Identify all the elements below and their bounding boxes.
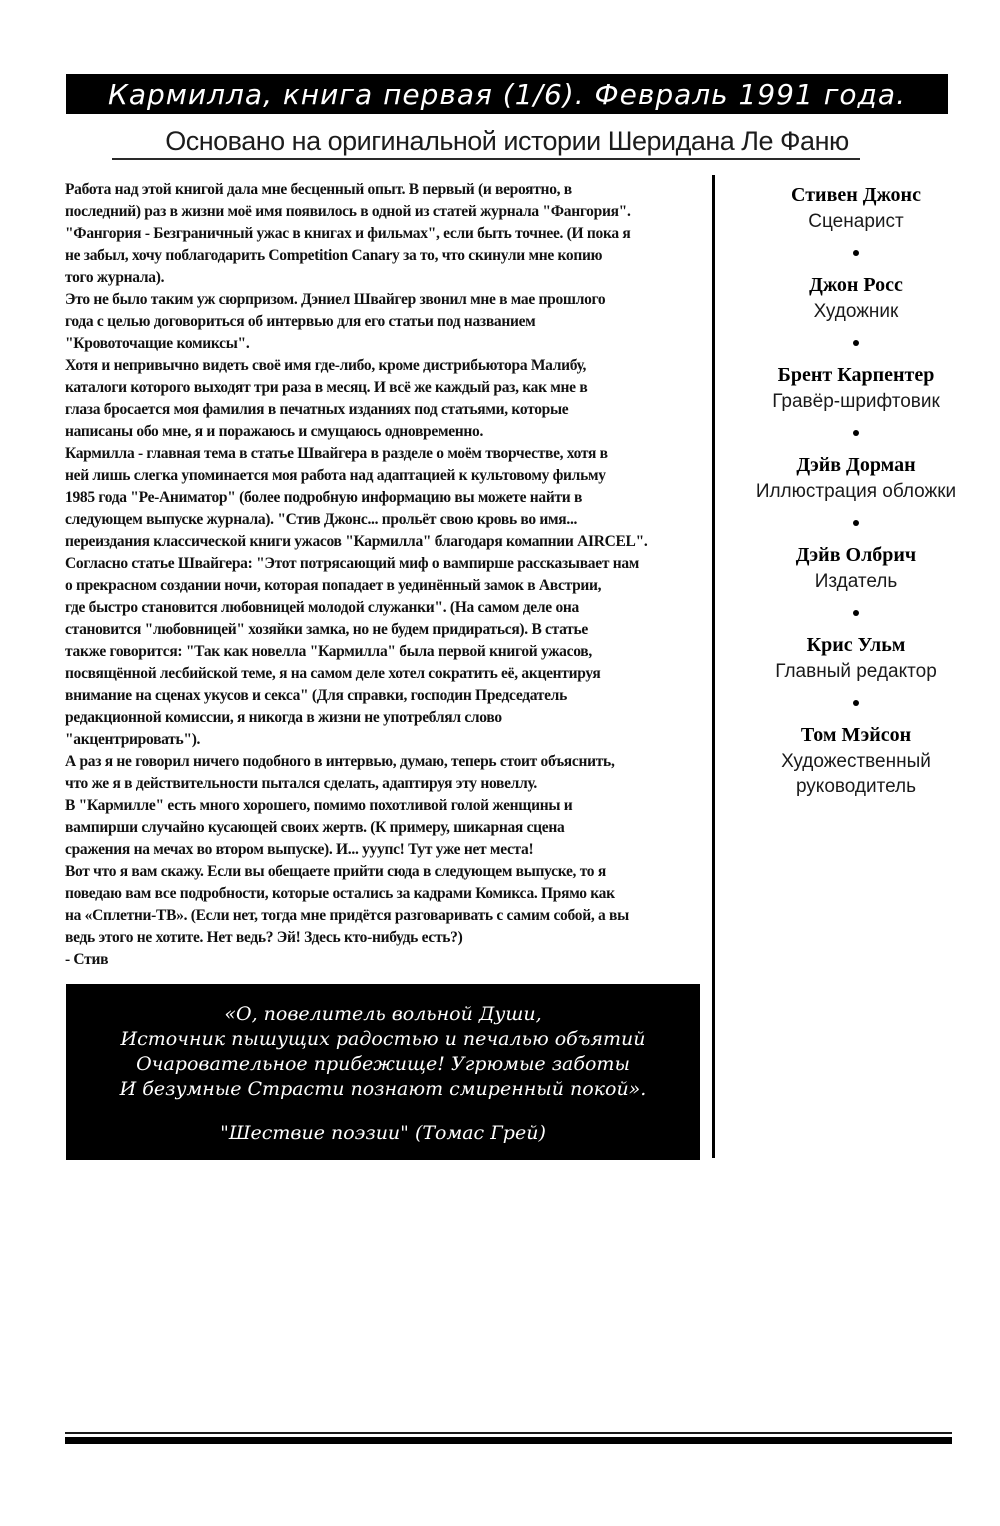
body-line: становится "любовницей" хозяйки замка, но не будем придираться). В статье [65,621,588,638]
body-line: 1985 года "Ре-Аниматор" (более подробную информацию вы можете найти в [65,489,583,506]
bullet-separator-icon [853,610,859,616]
body-line: года с целью договориться об интервью для его статьи под названием [65,313,536,330]
body-line: переиздания классической книги ужасов "Кармилла" благодаря комапнии AIRCEL". [65,533,648,550]
quote-line: И безумные Страсти познают смиренный покой». [119,1078,647,1100]
body-line: редакционной комиссии, я никогда в жизни не употреблял слово [65,709,502,726]
bullet-separator-icon [853,250,859,256]
body-line: о прекрасном создании ночи, которая попадает в уединённый замок в Австрии, [65,577,602,594]
body-line: Это не было таким уж сюрпризом. Дэниел Швайгер звонил мне в мае прошлого [65,291,606,308]
body-line: где быстро становится любовницей молодой служанки". (На самом деле она [65,599,579,616]
body-line: того журнала). [65,269,165,286]
credit-name: Джон Росс [809,274,903,296]
body-line: что же я в действительности пытался сделать, адаптируя эту новеллу. [65,775,537,792]
body-line: "Фангория - Безграничный ужас в книгах и фильмах", если быть точнее. (И пока я [65,225,631,242]
footer-rule-thick [65,1437,952,1444]
body-line: на «Сплетни-ТВ». (Если нет, тогда мне придётся разговаривать с самим собой, а вы [65,907,629,924]
credit-name: Крис Ульм [806,634,906,656]
subtitle-underline [112,158,860,160]
quote-line: «О, повелитель вольной Души, [224,1003,542,1025]
body-line: поведаю вам все подробности, которые остались за кадрами Комикса. Прямо как [65,885,615,902]
credit-role: Иллюстрация обложки [755,481,957,502]
body-line: "Кровоточащие комиксы". [65,335,250,352]
body-line: глаза бросается моя фамилия в печатных изданиях под статьями, которые [65,401,569,418]
body-line: - Стив [65,951,109,968]
credit-role: Гравёр-шрифтовик [772,391,940,412]
body-line: не забыл, хочу поблагодарить Competition Canary за то, что скинули мне копию [65,247,603,264]
credit-name: Дэйв Дорман [796,454,916,476]
body-line: сражения на мечах во втором выпуске). И... ууупс! Тут уже нет места! [65,841,534,858]
credits-column [716,182,996,799]
bullet-separator-icon [853,340,859,346]
bullet-separator-icon [853,700,859,706]
body-line: Кармилла - главная тема в статье Швайгера в разделе о моём творчестве, хотя в [65,445,608,462]
editorial-text [65,179,713,971]
credit-name: Брент Карпентер [777,364,935,386]
body-line: последний) раз в жизни моё имя появилось в одной из статей журнала "Фангория". [65,203,631,220]
body-line: внимание на сценах укусов и секса" (Для справки, господин Председатель [65,687,567,704]
body-line: ведь этого не хотите. Нет ведь? Эй! Здесь кто-нибудь есть?) [65,929,463,946]
banner-title: Кармилла, книга первая (1/6). Февраль 1991 года. [108,77,906,111]
credit-role: Художественный руководитель [781,751,931,797]
body-line: также говорится: "Так как новелла "Кармилла" была первой книгой ужасов, [65,643,592,660]
quote-box [66,984,700,1160]
body-line: Вот что я вам скажу. Если вы обещаете прийти сюда в следующем выпуске, то я [65,863,606,880]
body-line: В "Кармилле" есть много хорошего, помимо похотливой голой женщины и [65,797,573,814]
body-line: "акцентрировать"). [65,731,201,748]
quote-line: Очаровательное прибежище! Угрюмые заботы [136,1053,630,1075]
body-line: Хотя и непривычно видеть своё имя где-либо, кроме дистрибьютора Малибу, [65,357,587,374]
body-line: посвящённой лесбийской теме, я на самом деле хотел сократить её, акцентируя [65,665,601,682]
body-line: написаны обо мне, я и поражаюсь и смущаюсь одновременно. [65,423,484,440]
body-line: каталоги которого выходят три раза в месяц. И всё же каждый раз, как мне в [65,379,588,396]
credit-role: Главный редактор [775,661,937,682]
credit-name: Стивен Джонс [791,184,921,206]
credit-role: Сценарист [808,211,904,232]
column-divider [712,175,715,1158]
page-subtitle: Основано на оригинальной истории Шеридана Ле Фаню [165,126,849,156]
credit-name: Дэйв Олбрич [795,544,917,566]
body-line: вампирши случайно кусающей своих жертв. (К примеру, шикарная сцена [65,819,565,836]
credit-role: Издатель [814,571,898,592]
quote-lines [66,1002,700,1144]
quote-attribution: "Шествие поэзии" (Томас Грей) [220,1122,546,1144]
title-banner [66,74,948,114]
body-line: следующем выпуске журнала). "Стив Джонс... прольёт свою кровь во имя... [65,511,578,528]
credit-name: Том Мэйсон [800,724,912,746]
body-line: А раз я не говорил ничего подобного в интервью, думаю, теперь стоит объяснить, [65,753,615,770]
body-line: Работа над этой книгой дала мне бесценный опыт. В первый (и вероятно, в [65,181,572,198]
bullet-separator-icon [853,430,859,436]
body-line: Согласно статье Швайгера: "Этот потрясающий миф о вампирше рассказывает нам [65,555,640,572]
bullet-separator-icon [853,520,859,526]
body-line: ней лишь слегка упоминается моя работа над адаптацией к культовому фильму [65,467,606,484]
footer-rule-thin [65,1432,952,1434]
quote-line: Источник пышущих радостью и печалью объятий [120,1028,646,1050]
credit-role: Художник [813,301,899,322]
